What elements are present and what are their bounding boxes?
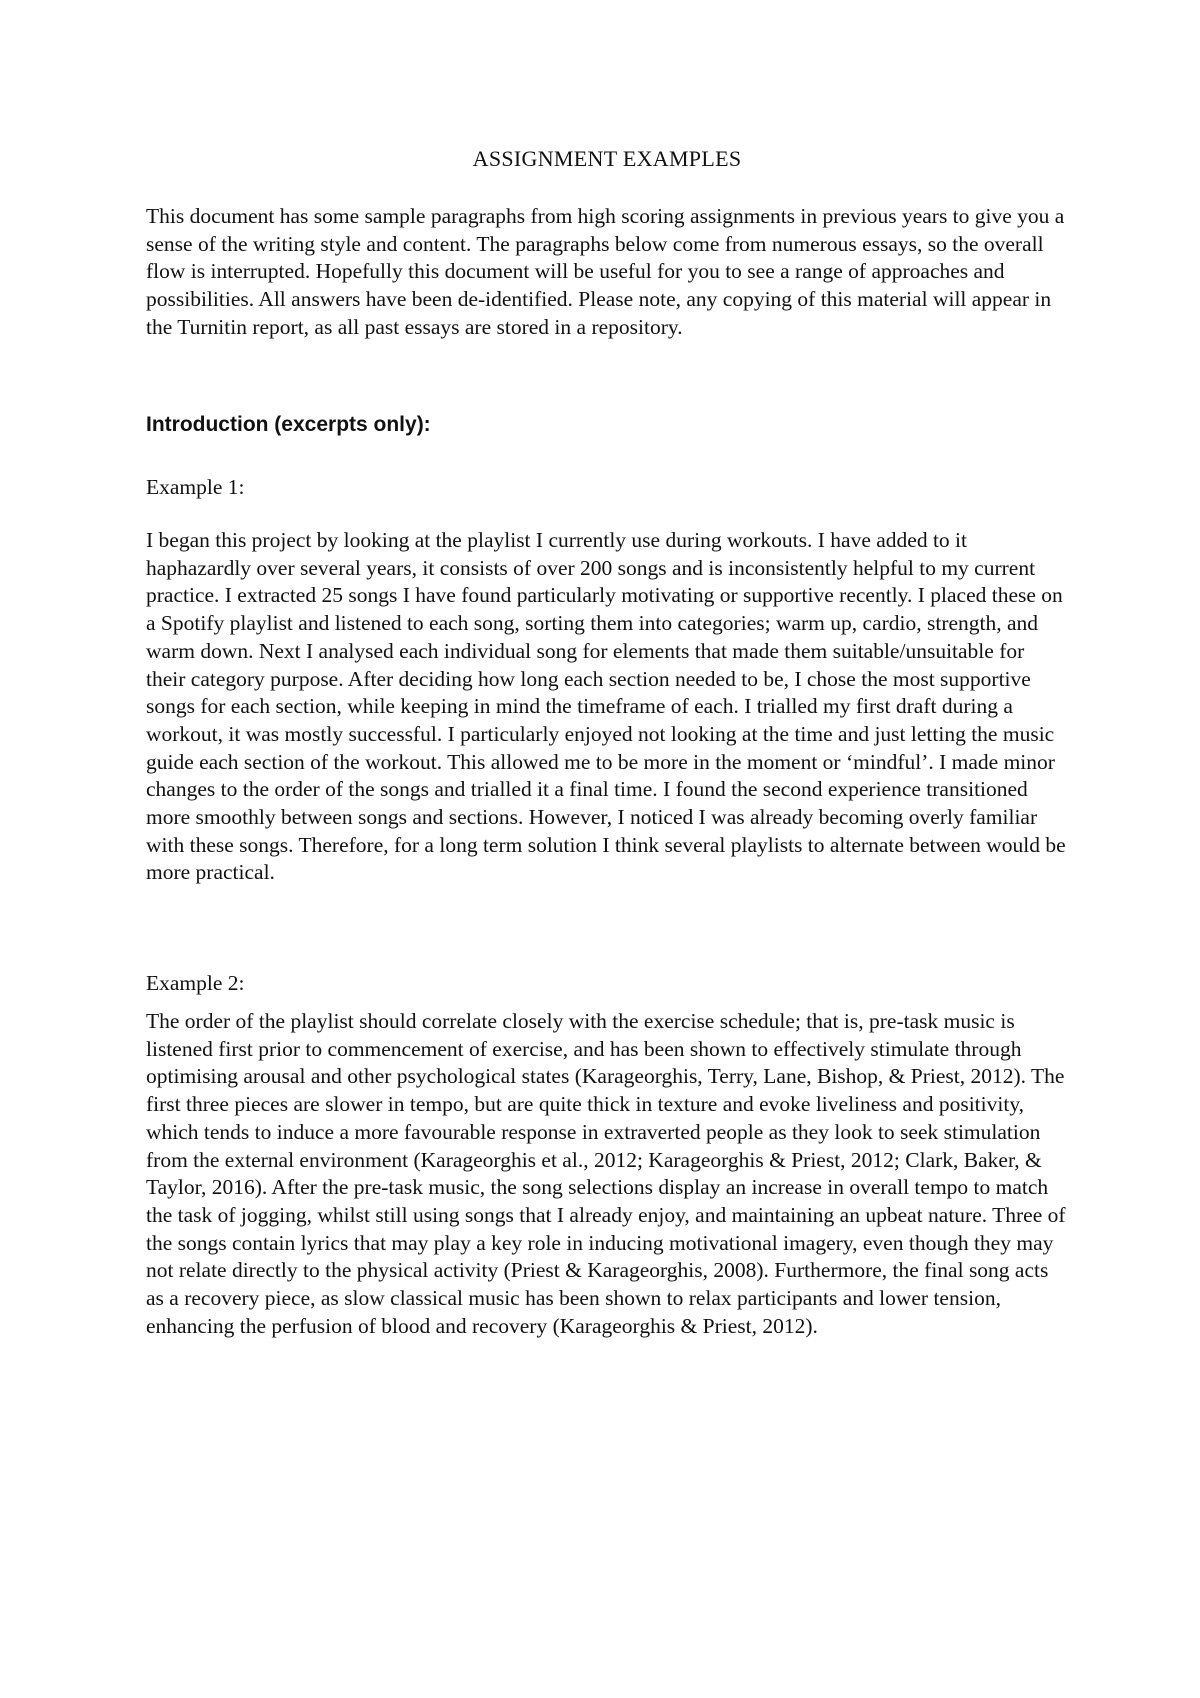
example-1-paragraph: I began this project by looking at the playlist I currently use during workouts. I have added to it haphazardly over several years, it consists of over 200 songs and is inconsistently helpful to my current practice. I extracted 25 songs I have found particularly motivating or supportive recently. I placed these on a Spotify playlist and listened to each song, sorting them into categories; warm up, cardio, strength, and warm down. Next I analysed each individual song for elements that made them suitable/unsuitable for their category purpose. After deciding how long each section needed to be, I chose the most supportive songs for each section, while keeping in mind the timeframe of each. I trialled my first draft during a workout, it was mostly successful. I particularly enjoyed not looking at the time and just letting the music guide each section of the workout. This allowed me to be more in the moment or ‘mindful’. I made minor changes to the order of the songs and trialled it a final time. I found the second experience transitioned more smoothly between songs and sections. However, I noticed I was already becoming overly familiar with these songs. Therefore, for a long term solution I think several playlists to alternate between would be more practical. bbox=[146, 528, 1066, 885]
document-title: ASSIGNMENT EXAMPLES bbox=[472, 146, 742, 171]
example-1-label: Example 1: bbox=[146, 475, 245, 499]
section-heading: Introduction (excerpts only): bbox=[146, 413, 431, 436]
example-2-label: Example 2: bbox=[146, 971, 245, 995]
intro-paragraph: This document has some sample paragraphs from high scoring assignments in previous years to give you a sense of the writing style and content. The paragraphs below come from numerous essays, so the overall flow is interrupted. Hopefully this document will be useful for you to see a range of approaches and possibilities. All answers have been de-identified. Please note, any copying of this material will appear in the Turnitin report, as all past essays are stored in a repository. bbox=[146, 204, 1065, 339]
example-2-paragraph: The order of the playlist should correlate closely with the exercise schedule; that is, pre-task music is listened first prior to commencement of exercise, and has been shown to effectively stimulate through optimising arousal and other psychological states (Karageorghis, Terry, Lane, Bishop, & Priest, 2012). The first three pieces are slower in tempo, but are quite thick in texture and evoke liveliness and positivity, which tends to induce a more favourable response in extraverted people as they look to seek stimulation from the external environment (Karageorghis et al., 2012; Karageorghis & Priest, 2012; Clark, Baker, & Taylor, 2016). After the pre-task music, the song selections display an increase in overall tempo to match the task of jogging, whilst still using songs that I already enjoy, and maintaining an upbeat nature. Three of the songs contain lyrics that may play a key role in inducing motivational imagery, even though they may not relate directly to the physical activity (Priest & Karageorghis, 2008). Furthermore, the final song acts as a recovery piece, as slow classical music has been shown to relax participants and lower tension, enhancing the perfusion of blood and recovery (Karageorghis & Priest, 2012). bbox=[146, 1009, 1066, 1338]
